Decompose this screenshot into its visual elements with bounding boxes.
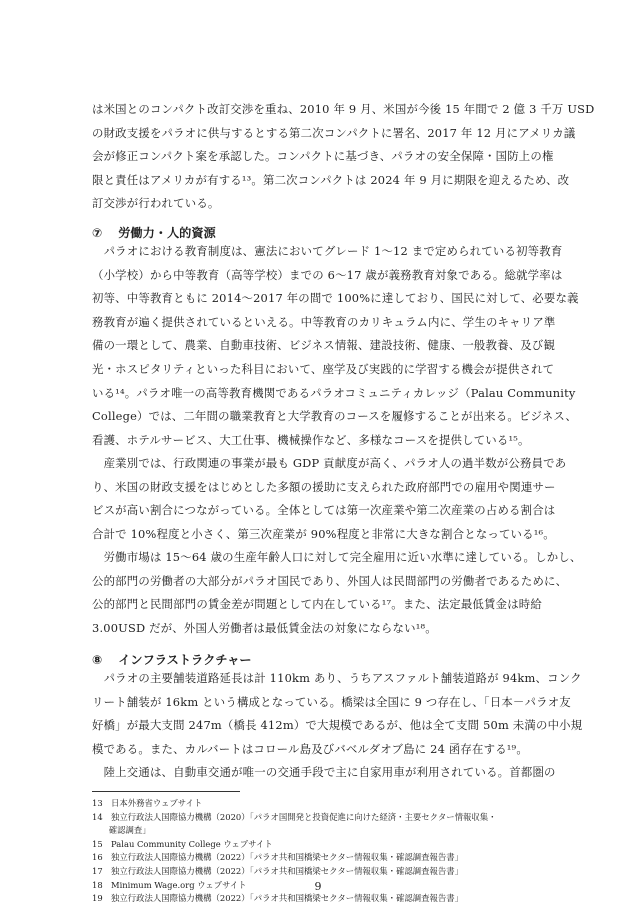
text-line: 務教育が遍く提供されているといえる。中等教育のカリキュラム内に、学生のキャリア準	[92, 314, 556, 329]
text-line: College）では、二年間の職業教育と大学教育のコースを履修することが出来る。ビジネス、	[92, 409, 577, 424]
section-number: ⑧	[92, 653, 103, 667]
labor-paragraph-market	[92, 546, 582, 640]
text-line: の財政支援をパラオに供与するとする第二次コンパクトに署名、2017 年 12 月にアメリカ議	[92, 125, 576, 140]
text-line: 合計で 10%程度と小さく、第三次産業が 90%程度と非常に大きな割合となっている¹⁶。	[92, 526, 555, 541]
footnote: 確認調査」	[92, 825, 151, 836]
text-line: 公的部門の労働者の大部分がパラオ国民であり、外国人は民間部門の労働者であるために、	[92, 573, 568, 588]
section-title: 労働力・人的資源	[118, 226, 216, 240]
text-line: 備の一環として、農業、自動車技術、ビジネス情報、建設技術、健康、一般教養、及び観	[92, 338, 556, 353]
text-line: 初等、中等教育ともに 2014〜2017 年の間で 100%に達しており、国民に対して、必要な義	[92, 291, 579, 306]
text-line: 模である。また、カルバートはコロール島及びバベルダオブ島に 24 函存在する¹⁹。	[92, 741, 528, 756]
text-line: 光・ホスピタリティといった科目において、座学及び実践的に学習する機会が提供されて	[92, 361, 555, 376]
footnote: 16 独立行政法人国際協力機構（2022）「パラオ共和国橋梁セクター情報収集・確認調査報告書」	[92, 852, 463, 863]
text-line: 看護、ホテルサービス、大工仕事、機械操作など、多様なコースを提供している¹⁵。	[92, 432, 530, 447]
section-heading-labor	[92, 224, 216, 241]
footnote: 15 Palau Community College ウェブサイト	[92, 838, 273, 849]
text-line: 労働市場は 15〜64 歳の生産年齢人口に対して完全雇用に近い水準に達している。しかし、	[92, 550, 582, 564]
text-line: 陸上交通は、自動車交通が唯一の交通手段で主に自家用車が利用されている。首都圏の	[92, 765, 556, 779]
footnote: 17 独立行政法人国際協力機構（2022）「パラオ共和国橋梁セクター情報収集・確認調査報告書」	[92, 865, 463, 876]
footnote: 19 独立行政法人国際協力機構（2022）「パラオ共和国橋梁セクター情報収集・確認調査報告書」	[92, 893, 463, 904]
infrastructure-paragraph-roads	[92, 667, 583, 761]
section-heading-infrastructure	[92, 651, 252, 668]
footnote: 14 独立行政法人国際協力機構（2020）「パラオ国開発と投資促進に向けた経済・主要セクター情報収集・	[92, 811, 497, 822]
section-number: ⑦	[92, 226, 103, 240]
text-line: 産業別では、行政関連の事業が最も GDP 貢献度が高く、パラオ人の過半数が公務員であ	[92, 456, 567, 470]
infrastructure-paragraph-transport	[92, 761, 556, 785]
text-line: 会が修正コンパクト案を承認した。コンパクトに基づき、パラオの安全保障・国防上の権	[92, 149, 554, 164]
text-line: いる¹⁴。パラオ唯一の高等教育機関であるパラオコミュニティカレッジ（Palau Community	[92, 385, 576, 400]
text-line: ビスが高い割合につながっている。全体としては第一次産業や第二次産業の占める割合は	[92, 503, 556, 518]
text-line: り、米国の財政支援をはじめとした多額の援助に支えられた政府部門での雇用や関連サー	[92, 479, 556, 494]
text-line: パラオの主要舗装道路延長は計 110km あり、うちアスファルト舗装道路が 94km、コンク	[92, 671, 582, 685]
labor-paragraph-industry	[92, 452, 567, 546]
text-line: 限と責任はアメリカが有する¹³。第二次コンパクトは 2024 年 9 月に期限を迎えるため、改	[92, 172, 570, 187]
text-line: 訂交渉が行われている。	[92, 196, 220, 211]
intro-paragraph	[92, 98, 595, 216]
text-line: パラオにおける教育制度は、憲法においてグレード 1〜12 まで定められている初等教育	[92, 244, 563, 258]
section-title: インフラストラクチャー	[118, 653, 252, 667]
text-line: 3.00USD だが、外国人労働者は最低賃金法の対象にならない¹⁸。	[92, 620, 437, 635]
text-line: （小学校）から中等教育（高等学校）までの 6〜17 歳が義務教育対象である。総就学率は	[92, 267, 563, 282]
footnote: 18 Minimum Wage.org ウェブサイト	[92, 879, 247, 890]
page-number: 9	[314, 880, 322, 893]
footnote-divider	[92, 791, 240, 792]
text-line: リート舗装が 16km という構成となっている。橋梁は全国に 9 つ存在し、「日本－パラオ友	[92, 694, 571, 709]
text-line: は米国とのコンパクト改訂交渉を重ね、2010 年 9 月、米国が今後 15 年間で 2 億 3 千万 USD	[92, 102, 595, 116]
labor-paragraph-education	[92, 240, 579, 452]
text-line: 好橋」が最大支間 247m（橋長 412m）で大規模であるが、他は全て支間 50m 未満の中小規	[92, 718, 583, 733]
text-line: 公的部門と民間部門の賃金差が問題として内在している¹⁷。また、法定最低賃金は時給	[92, 597, 542, 612]
footnote: 13 日本外務省ウェブサイト	[92, 798, 203, 808]
